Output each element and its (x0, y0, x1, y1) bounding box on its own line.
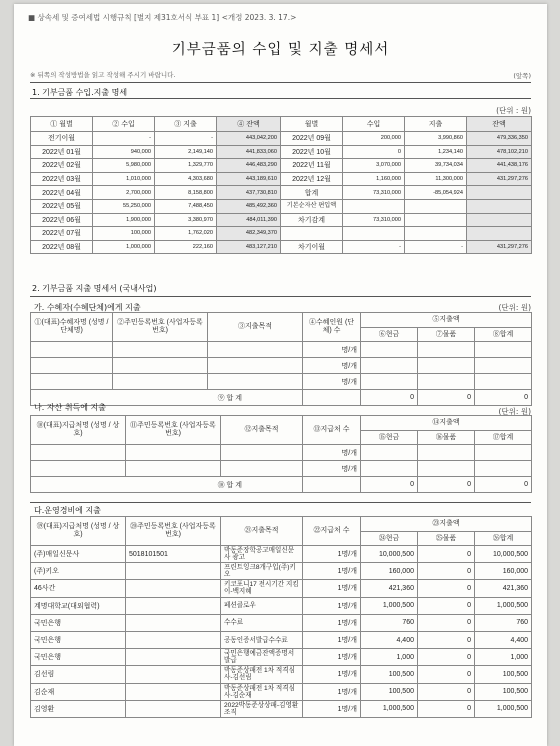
cell-2-month: 2022년 12월 (281, 172, 343, 186)
cell-2-balance: 478,102,210 (467, 145, 532, 159)
cell-registration-number (126, 597, 221, 614)
cell-expense: - (155, 132, 217, 146)
cell-month: 2022년 04월 (31, 186, 93, 200)
part-a-title: 가. 수혜자(수혜단체)에게 지출 (34, 303, 141, 312)
cell-cash: 160,000 (361, 563, 418, 580)
table-row (31, 666, 532, 683)
cell-total: 100,500 (475, 683, 532, 700)
cell-month: 2022년 03월 (31, 172, 93, 186)
instruction-note: ※ 뒤쪽의 작성방법을 읽고 작성해 주시기 바랍니다. (30, 71, 176, 79)
cell-payee-count: 1명/개 (303, 631, 361, 648)
page-side-label: (앞쪽) (513, 72, 531, 80)
cell-2-month: 2022년 10월 (281, 145, 343, 159)
col-goods: ⑦물품 (418, 328, 475, 342)
col-total: ㉖합계 (475, 532, 532, 546)
cell-expense: 4,303,680 (155, 172, 217, 186)
col-purpose: ㉑지출목적 (221, 517, 303, 546)
table-row (31, 358, 532, 374)
cell-registration-number (126, 649, 221, 666)
table-row (31, 580, 532, 597)
table-row (31, 342, 532, 358)
col-registration-number: ⑳주민등록번호 (사업자등록번호) (126, 517, 221, 546)
cell-balance: 437,730,810 (217, 186, 281, 200)
total-cash: 0 (361, 390, 418, 406)
cell-payee-count: 1명/개 (303, 563, 361, 580)
cell-purpose: 2022박동준상상패-김영환조직 (221, 700, 303, 717)
cell-payee-name: (주)매일신문사 (31, 546, 126, 563)
table-body (31, 546, 532, 718)
col-cash: ㉔현금 (361, 532, 418, 546)
total-goods: 0 (418, 390, 475, 406)
col-beneficiary-count: ④수혜인원 (단체) 수 (303, 313, 361, 342)
col-income: ② 수입 (93, 117, 155, 132)
table-row (31, 145, 532, 159)
cell-2-income: 200,000 (343, 132, 405, 146)
cell-expense: 7,488,450 (155, 199, 217, 213)
count-unit: 명/개 (303, 342, 361, 358)
operating-expense-table (30, 516, 532, 718)
cell-expense: 3,380,970 (155, 213, 217, 227)
cell-2-month: 차기감계 (281, 213, 343, 227)
col-cash: ⑥현금 (361, 328, 418, 342)
cell-payee-name: 국민은행 (31, 631, 126, 648)
cell-payee-name: 김순재 (31, 683, 126, 700)
total-sum: 0 (475, 390, 532, 406)
cell-month: 전기이월 (31, 132, 93, 146)
cell-2-month: 차기이월 (281, 240, 343, 254)
table-row (31, 172, 532, 186)
cell-2-income: 73,310,000 (343, 186, 405, 200)
col-balance-2: 잔액 (467, 117, 532, 132)
cell-balance: 443,189,610 (217, 172, 281, 186)
col-payee-count: ㉒지급처 수 (303, 517, 361, 546)
cell-purpose: 키코포니17 전시기간 지킴이-백지혜 (221, 580, 303, 597)
cell-2-income: 1,160,000 (343, 172, 405, 186)
cell-month: 2022년 05월 (31, 199, 93, 213)
cell-cash: 1,000 (361, 649, 418, 666)
total-cash: 0 (361, 477, 418, 493)
col-month: ① 월별 (31, 117, 93, 132)
cell-purpose: 박동준장학공고매일신문사 광고 (221, 546, 303, 563)
cell-goods: 0 (418, 597, 475, 614)
cell-balance: 482,349,370 (217, 227, 281, 241)
col-amount: ⑭지출액 (361, 416, 532, 431)
cell-total: 1,000 (475, 649, 532, 666)
cell-payee-count: 1명/개 (303, 597, 361, 614)
cell-balance: 485,492,360 (217, 199, 281, 213)
cell-total: 100,500 (475, 666, 532, 683)
col-amount: ⑤지출액 (361, 313, 532, 328)
cell-total: 4,400 (475, 631, 532, 648)
cell-cash: 10,000,500 (361, 546, 418, 563)
cell-goods: 0 (418, 563, 475, 580)
part-c-title: 다.운영경비에 지출 (34, 506, 101, 515)
beneficiary-expense-table (30, 312, 532, 406)
cell-income: 1,010,000 (93, 172, 155, 186)
table-row (31, 563, 532, 580)
cell-2-income: 0 (343, 145, 405, 159)
cell-total: 421,360 (475, 580, 532, 597)
cell-registration-number (126, 683, 221, 700)
cell-2-income (343, 199, 405, 213)
col-amount: ㉓지출액 (361, 517, 532, 532)
total-goods: 0 (418, 477, 475, 493)
cell-2-balance: 479,336,350 (467, 132, 532, 146)
document-title: 기부금품의 수입 및 지출 명세서 (171, 42, 390, 58)
cell-month: 2022년 08월 (31, 240, 93, 254)
cell-2-income: 73,310,000 (343, 213, 405, 227)
cell-payee-name: 계명대학교(대외협력) (31, 597, 126, 614)
table-row (31, 132, 532, 146)
table-row (31, 631, 532, 648)
cell-month: 2022년 02월 (31, 159, 93, 173)
cell-2-expense: 39,734,034 (405, 159, 467, 173)
cell-2-income (343, 227, 405, 241)
cell-goods: 0 (418, 666, 475, 683)
cell-payee-name: 김영환 (31, 700, 126, 717)
cell-expense: 222,160 (155, 240, 217, 254)
cell-2-balance (467, 186, 532, 200)
cell-payee-count: 1명/개 (303, 614, 361, 631)
cell-income: 55,250,000 (93, 199, 155, 213)
cell-payee-count: 1명/개 (303, 546, 361, 563)
cell-cash: 4,400 (361, 631, 418, 648)
cell-2-balance: 431,297,276 (467, 172, 532, 186)
col-payee-name: ⑩(대표)지급처명 (성명 / 상호) (31, 416, 126, 445)
cell-balance: 441,833,060 (217, 145, 281, 159)
cell-total: 1,000,500 (475, 700, 532, 717)
cell-month: 2022년 07월 (31, 227, 93, 241)
col-expense: ③ 지출 (155, 117, 217, 132)
section1-unit: (단위 : 원) (496, 106, 531, 115)
cell-income: 5,980,000 (93, 159, 155, 173)
cell-balance: 484,011,390 (217, 213, 281, 227)
asset-acquisition-table (30, 415, 532, 493)
cell-income: - (93, 132, 155, 146)
cell-payee-name: (주)키오 (31, 563, 126, 580)
cell-goods: 0 (418, 649, 475, 666)
cell-2-expense (405, 213, 467, 227)
cell-payee-count: 1명/개 (303, 666, 361, 683)
section1-title: 1. 기부금품 수입.지출 명세 (32, 88, 128, 97)
cell-balance: 443,042,200 (217, 132, 281, 146)
cell-2-balance: 441,438,176 (467, 159, 532, 173)
col-total: ⑰합계 (475, 431, 532, 445)
table-header-row (31, 117, 532, 132)
cell-registration-number (126, 666, 221, 683)
count-unit: 명/개 (303, 358, 361, 374)
cell-purpose: 박동준상패전 1차 적격심사-김선림 (221, 666, 303, 683)
table-body (31, 132, 532, 254)
cell-2-month: 2022년 11월 (281, 159, 343, 173)
cell-2-balance (467, 227, 532, 241)
cell-purpose: 국민은행예금잔액증명서발급 (221, 649, 303, 666)
income-expense-table (30, 116, 532, 254)
section2-title: 2. 기부금품 지출 명세서 (국내사업) (32, 284, 157, 293)
cell-2-expense: 11,300,000 (405, 172, 467, 186)
cell-expense: 2,149,140 (155, 145, 217, 159)
col-purpose: ③지출목적 (208, 313, 303, 342)
table-row (31, 186, 532, 200)
cell-2-expense: 1,234,140 (405, 145, 467, 159)
table-row (31, 227, 532, 241)
count-unit: 명/개 (303, 374, 361, 390)
col-month-2: 월별 (281, 117, 343, 132)
table-row (31, 445, 532, 461)
cell-purpose: 페션클로우 (221, 597, 303, 614)
form-header: ■ 상속세 및 증여세법 시행규칙 [별지 제31호서식 부표 1] <개정 2023. 3. 17.> (28, 13, 297, 22)
cell-payee-count: 1명/개 (303, 580, 361, 597)
cell-2-month: 2022년 09월 (281, 132, 343, 146)
part-a-unit: (단위: 원) (498, 303, 531, 312)
col-expense-2: 지출 (405, 117, 467, 132)
cell-registration-number (126, 614, 221, 631)
cell-2-expense: 3,990,860 (405, 132, 467, 146)
cell-month: 2022년 06월 (31, 213, 93, 227)
cell-cash: 100,500 (361, 683, 418, 700)
cell-2-expense: - (405, 240, 467, 254)
cell-month: 2022년 01월 (31, 145, 93, 159)
cell-cash: 760 (361, 614, 418, 631)
divider (30, 296, 531, 297)
total-sum: 0 (475, 477, 532, 493)
cell-income: 1,900,000 (93, 213, 155, 227)
cell-income: 1,000,000 (93, 240, 155, 254)
total-label: ⑱ 합 계 (31, 477, 303, 493)
cell-total: 160,000 (475, 563, 532, 580)
col-beneficiary-name: ①(대표)수혜자명 (성명 / 단체명) (31, 313, 113, 342)
cell-goods: 0 (418, 700, 475, 717)
cell-payee-name: 국민은행 (31, 649, 126, 666)
col-purpose: ⑫지출목적 (221, 416, 303, 445)
col-goods: ⑯물품 (418, 431, 475, 445)
part-b-title: 나. 자산 취득에 지출 (34, 403, 106, 412)
cell-cash: 421,360 (361, 580, 418, 597)
cell-goods: 0 (418, 614, 475, 631)
cell-total: 10,000,500 (475, 546, 532, 563)
col-balance: ④ 잔액 (217, 117, 281, 132)
cell-2-balance: 431,297,276 (467, 240, 532, 254)
cell-payee-count: 1명/개 (303, 649, 361, 666)
cell-goods: 0 (418, 683, 475, 700)
table-row (31, 199, 532, 213)
cell-2-expense (405, 199, 467, 213)
col-registration-number: ⑪주민등록번호 (사업자등록번호) (126, 416, 221, 445)
total-label: ⑨ 합 계 (31, 390, 303, 406)
cell-income: 940,000 (93, 145, 155, 159)
cell-balance: 483,127,210 (217, 240, 281, 254)
cell-purpose: 공동인증서발급수수료 (221, 631, 303, 648)
table-row (31, 614, 532, 631)
cell-balance: 446,483,290 (217, 159, 281, 173)
cell-payee-count: 1명/개 (303, 683, 361, 700)
cell-registration-number (126, 563, 221, 580)
table-row (31, 546, 532, 563)
divider (30, 82, 531, 83)
cell-expense: 1,329,770 (155, 159, 217, 173)
table-row (31, 683, 532, 700)
cell-cash: 1,000,500 (361, 597, 418, 614)
table-row (31, 159, 532, 173)
cell-payee-name: 국민은행 (31, 614, 126, 631)
divider (30, 98, 531, 99)
cell-payee-name: 김선림 (31, 666, 126, 683)
cell-income: 2,700,000 (93, 186, 155, 200)
table-row (31, 597, 532, 614)
col-payee-count: ⑬지급처 수 (303, 416, 361, 445)
cell-purpose: 박동준상패전 1차 적격심사-김순재 (221, 683, 303, 700)
cell-2-month: 기본순자산 편입액 (281, 199, 343, 213)
cell-expense: 8,158,800 (155, 186, 217, 200)
col-total: ⑧합계 (475, 328, 532, 342)
part-b-unit: (단위: 원) (498, 407, 531, 416)
cell-2-balance (467, 213, 532, 227)
cell-2-expense (405, 227, 467, 241)
col-registration-number: ②주민등록번호 (사업자등록번호) (113, 313, 208, 342)
cell-total: 760 (475, 614, 532, 631)
col-cash: ⑮현금 (361, 431, 418, 445)
count-unit: 명/개 (303, 461, 361, 477)
cell-goods: 0 (418, 631, 475, 648)
cell-registration-number: 5018101501 (126, 546, 221, 563)
cell-payee-count: 1명/개 (303, 700, 361, 717)
table-row (31, 461, 532, 477)
cell-cash: 100,500 (361, 666, 418, 683)
table-row (31, 649, 532, 666)
cell-registration-number (126, 700, 221, 717)
cell-2-income: 3,070,000 (343, 159, 405, 173)
cell-goods: 0 (418, 580, 475, 597)
cell-total: 1,000,500 (475, 597, 532, 614)
total-row (31, 477, 532, 493)
cell-2-income: - (343, 240, 405, 254)
col-income-2: 수입 (343, 117, 405, 132)
cell-registration-number (126, 580, 221, 597)
col-payee-name: ⑲(대표)지급처명 (성명 / 상호) (31, 517, 126, 546)
document-page (14, 4, 547, 746)
cell-2-expense: -85,054,924 (405, 186, 467, 200)
cell-expense: 1,762,020 (155, 227, 217, 241)
cell-purpose: 프린트잉크8개구입(주)키오 (221, 563, 303, 580)
cell-cash: 1,000,500 (361, 700, 418, 717)
count-unit: 명/개 (303, 445, 361, 461)
col-goods: ㉕물품 (418, 532, 475, 546)
divider (30, 502, 531, 503)
table-row (31, 700, 532, 717)
cell-goods: 0 (418, 546, 475, 563)
cell-2-month (281, 227, 343, 241)
table-row (31, 374, 532, 390)
table-row (31, 240, 532, 254)
cell-2-balance (467, 199, 532, 213)
table-row (31, 213, 532, 227)
cell-purpose: 수수료 (221, 614, 303, 631)
cell-income: 100,000 (93, 227, 155, 241)
cell-registration-number (126, 631, 221, 648)
cell-2-month: 합계 (281, 186, 343, 200)
cell-payee-name: 46사간 (31, 580, 126, 597)
